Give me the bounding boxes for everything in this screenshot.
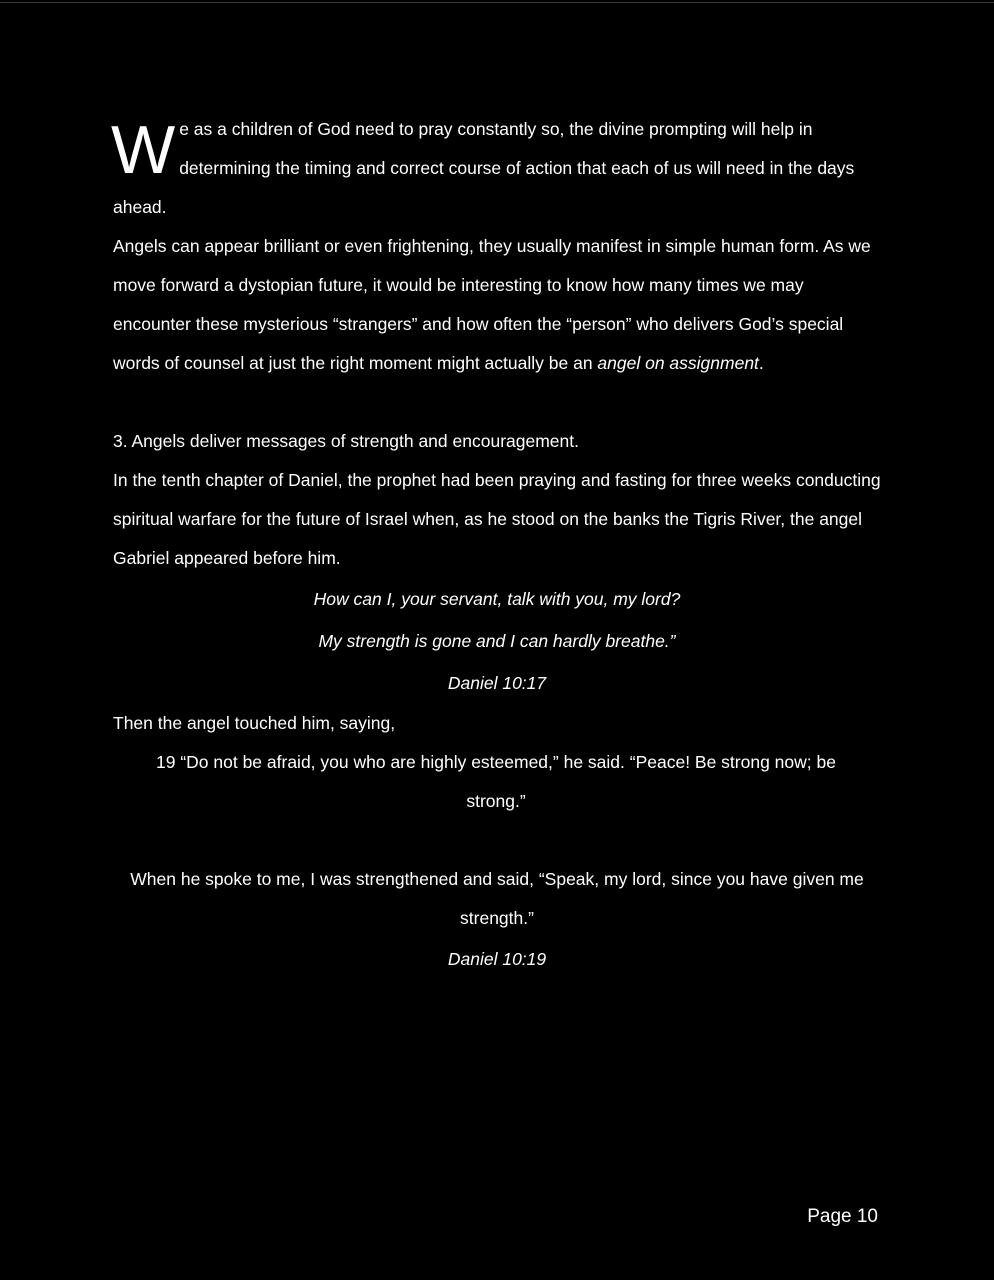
quote-line-1: How can I, your servant, talk with you, my lord?	[313, 589, 681, 609]
angels-text-end: .	[758, 353, 764, 373]
page-body	[113, 110, 881, 980]
drop-cap-letter: W	[111, 112, 176, 188]
daniel-paragraph: In the tenth chapter of Daniel, the prophet had been praying and fasting for three weeks conducting spiritual warfare for the future of Israel when, as he stood on the banks the Tigris River, the angel Gabriel appeared before him.	[113, 470, 881, 568]
angels-text-start: Angels can appear brilliant or even frightening, they usually manifest in simple human form. As we move forward a dystopian future, it would be interesting to know how many times we may encounter these mysterious “strangers” and how often the “person” who delivers God’s special words of counsel at just the right moment might actually be an	[113, 236, 871, 373]
quote-line-2: My strength is gone and I can hardly breathe.”	[318, 631, 676, 651]
angel-on-assignment-emphasis: angel on assignment	[597, 353, 759, 373]
page-number: Page 10	[807, 1206, 878, 1227]
section-heading: 3. Angels deliver messages of strength and encouragement.	[113, 431, 579, 451]
top-divider	[0, 2, 994, 3]
quote-reference-2: Daniel 10:19	[447, 949, 547, 969]
spoke-paragraph: When he spoke to me, I was strengthened and said, “Speak, my lord, since you have given me strength.”	[130, 869, 864, 928]
verse-19: 19 “Do not be afraid, you who are highly esteemed,” he said. “Peace! Be strong now; be strong.”	[156, 752, 836, 811]
spacer	[113, 821, 881, 860]
quote-reference: Daniel 10:17	[447, 673, 547, 693]
intro-text: e as a children of God need to pray constantly so, the divine prompting will help in determining the timing and correct course of action that each of us will need in the days ahead.	[113, 119, 855, 217]
angels-paragraph	[113, 227, 881, 383]
spacer	[113, 383, 881, 422]
intro-paragraph	[113, 110, 881, 227]
touch-line: Then the angel touched him, saying,	[113, 713, 396, 733]
